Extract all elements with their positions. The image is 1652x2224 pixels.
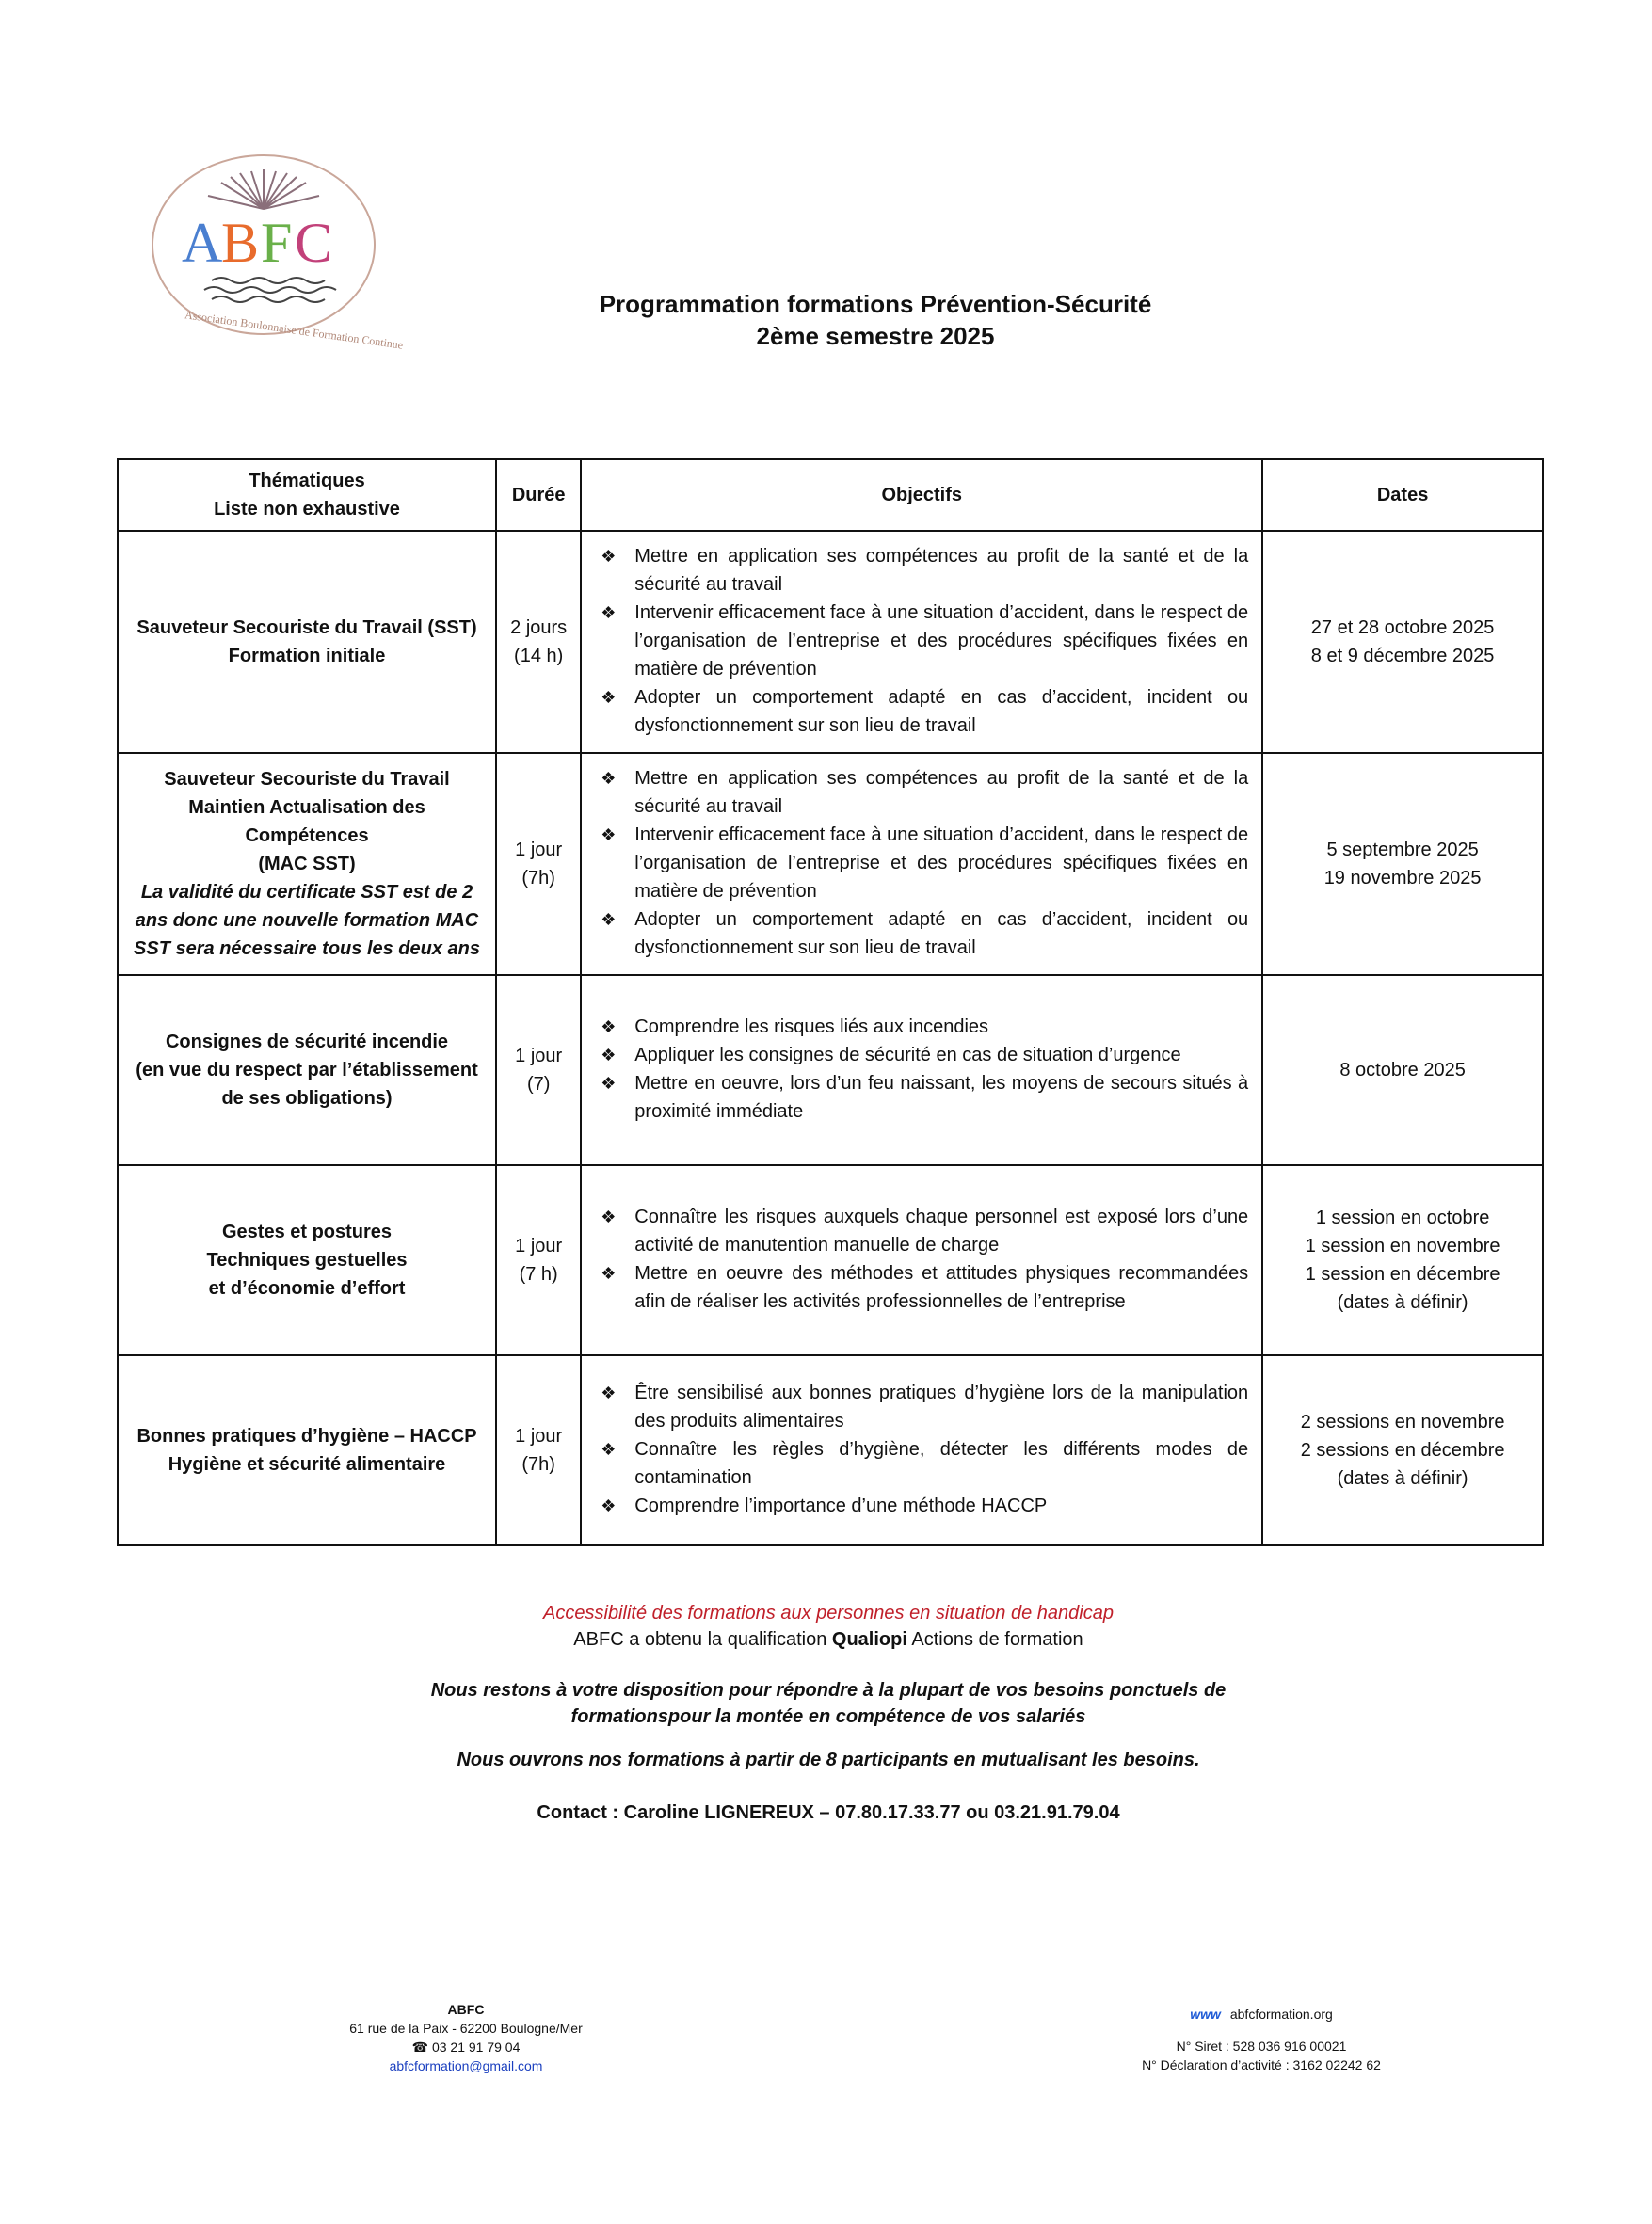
table-row — [118, 531, 1543, 753]
header-objectives: Objectifs — [581, 459, 1262, 531]
row-duration: 1 jour (7 h) — [496, 1165, 581, 1355]
header-dates: Dates — [1262, 459, 1543, 531]
footer-email-link[interactable]: abfcformation@gmail.com — [389, 2058, 543, 2073]
abfc-logo — [146, 151, 405, 352]
contact-line: Contact : Caroline LIGNEREUX – 07.80.17.33.77 ou 03.21.91.79.04 — [537, 1802, 1120, 1823]
diamond-bullet-icon: ❖ — [601, 825, 617, 844]
row-objectives — [581, 531, 1262, 753]
availability-note: Nous restons à votre disposition pour répondre à la plupart de vos besoins ponctuels de formationspour la montée en compétence de vos salariés — [430, 1680, 1227, 1727]
table-header-row — [118, 459, 1543, 531]
row-objectives — [581, 975, 1262, 1165]
diamond-bullet-icon: ❖ — [601, 1208, 617, 1226]
list-item: ❖ Intervenir efficacement face à une situation d’accident, dans le respect de l’organisation de l’entreprise et des procédures spécifiques fixées en matière de prévention — [595, 821, 1248, 905]
page-title — [452, 288, 1299, 352]
diamond-bullet-icon: ❖ — [601, 1046, 617, 1064]
row-duration: 1 jour (7h) — [496, 753, 581, 975]
list-item: ❖ Comprendre les risques liés aux incendies — [595, 1013, 1248, 1041]
list-item: ❖ Appliquer les consignes de sécurité en cas de situation d’urgence — [595, 1041, 1248, 1069]
diamond-bullet-icon: ❖ — [601, 769, 617, 788]
theme-note: La validité du certificate SST est de 2 ans donc une nouvelle formation MAC SST sera nécessaire tous les deux ans — [134, 882, 480, 959]
diamond-bullet-icon: ❖ — [601, 603, 617, 622]
row-objectives — [581, 753, 1262, 975]
row-dates: 1 session en octobre 1 session en novembre 1 session en décembre (dates à définir) — [1262, 1165, 1543, 1355]
list-item: ❖ Intervenir efficacement face à une situation d’accident, dans le respect de l’organisation de l’entreprise et des procédures spécifiques fixées en matière de prévention — [595, 599, 1248, 683]
row-theme: Sauveteur Secouriste du Travail Maintien Actualisation des Compétences (MAC SST) La validité du certificate SST est de 2 ans donc une nouvelle formation MAC SST sera nécessaire tous les deux ans — [118, 753, 496, 975]
list-item: ❖ Adopter un comportement adapté en cas d’accident, incident ou dysfonctionnement sur son lieu de travail — [595, 683, 1248, 740]
diamond-bullet-icon: ❖ — [601, 1074, 617, 1093]
row-objectives — [581, 1355, 1262, 1545]
table-row — [118, 753, 1543, 975]
list-item: ❖ Être sensibilisé aux bonnes pratiques d’hygiène lors de la manipulation des produits alimentaires — [595, 1379, 1248, 1435]
row-theme: Bonnes pratiques d’hygiène – HACCP Hygiène et sécurité alimentaire — [118, 1355, 496, 1545]
list-item: ❖ Adopter un comportement adapté en cas d’accident, incident ou dysfonctionnement sur son lieu de travail — [595, 905, 1248, 962]
qualiopi-note: ABFC a obtenu la qualification Qualiopi Actions de formation — [573, 1629, 1083, 1650]
svg-text:F: F — [261, 212, 293, 274]
row-theme: Sauveteur Secouriste du Travail (SST) Formation initiale — [118, 531, 496, 753]
list-item: ❖ Mettre en oeuvre des méthodes et attitudes physiques recommandées afin de réaliser les activités professionnelles de l’entreprise — [595, 1259, 1248, 1316]
svg-text:B: B — [221, 212, 260, 274]
svg-text:C: C — [295, 212, 333, 274]
accessibility-note: Accessibilité des formations aux personnes en situation de handicap — [543, 1603, 1114, 1624]
table-row — [118, 1165, 1543, 1355]
row-objectives — [581, 1165, 1262, 1355]
www-icon: www — [1190, 2007, 1221, 2022]
header-themes: Thématiques Liste non exhaustive — [118, 459, 496, 531]
diamond-bullet-icon: ❖ — [601, 1440, 617, 1459]
row-dates: 2 sessions en novembre 2 sessions en décembre (dates à définir) — [1262, 1355, 1543, 1545]
list-item: ❖ Connaître les risques auxquels chaque personnel est exposé lors d’une activité de manutention manuelle de charge — [595, 1203, 1248, 1259]
list-item: ❖ Comprendre l’importance d’une méthode HACCP — [595, 1492, 1248, 1520]
accessibility-block — [358, 1600, 1299, 1653]
svg-text:Association Boulonnaise de For: Association Boulonnaise de Formation Continue — [184, 308, 405, 352]
table-row — [118, 975, 1543, 1165]
footer-org-name: ABFC — [447, 2002, 485, 2017]
row-theme: Gestes et postures Techniques gestuelles et d’économie d’effort — [118, 1165, 496, 1355]
row-dates: 8 octobre 2025 — [1262, 975, 1543, 1165]
row-duration: 1 jour (7) — [496, 975, 581, 1165]
list-item: ❖ Mettre en application ses compétences au profit de la santé et de la sécurité au travail — [595, 542, 1248, 599]
list-item: ❖ Mettre en application ses compétences au profit de la santé et de la sécurité au travail — [595, 764, 1248, 821]
training-table — [117, 458, 1544, 1546]
list-item: ❖ Mettre en oeuvre, lors d’un feu naissant, les moyens de secours situés à proximité immédiate — [595, 1069, 1248, 1126]
footer-street: 61 rue de la Paix - 62200 Boulogne/Mer — [349, 2021, 583, 2036]
title-line-1: Programmation formations Prévention-Sécurité — [599, 290, 1152, 318]
header-duration: Durée — [496, 459, 581, 531]
participants-note: Nous ouvrons nos formations à partir de 8 participants en mutualisant les besoins. — [457, 1750, 1200, 1770]
row-theme: Consignes de sécurité incendie (en vue du respect par l’établissement de ses obligations) — [118, 975, 496, 1165]
footer-siret: N° Siret : 528 036 916 00021 — [1176, 2039, 1347, 2054]
diamond-bullet-icon: ❖ — [601, 1384, 617, 1402]
diamond-bullet-icon: ❖ — [601, 688, 617, 707]
diamond-bullet-icon: ❖ — [601, 1017, 617, 1036]
diamond-bullet-icon: ❖ — [601, 1496, 617, 1515]
diamond-bullet-icon: ❖ — [601, 547, 617, 566]
row-duration: 2 jours (14 h) — [496, 531, 581, 753]
footer-declaration: N° Déclaration d’activité : 3162 02242 62 — [1142, 2057, 1381, 2072]
footer-website[interactable]: www abfcformation.org — [1190, 2007, 1333, 2022]
footer-address — [311, 2000, 621, 2075]
svg-text:A: A — [182, 212, 223, 274]
row-dates: 5 septembre 2025 19 novembre 2025 — [1262, 753, 1543, 975]
list-item: ❖ Connaître les règles d’hygiène, détecter les différents modes de contamination — [595, 1435, 1248, 1492]
row-dates: 27 et 28 octobre 2025 8 et 9 décembre 2025 — [1262, 531, 1543, 753]
footer-legal — [1101, 2005, 1421, 2074]
diamond-bullet-icon: ❖ — [601, 1264, 617, 1283]
table-row — [118, 1355, 1543, 1545]
title-line-2: 2ème semestre 2025 — [756, 322, 995, 350]
diamond-bullet-icon: ❖ — [601, 910, 617, 929]
footer-phone: ☎ 03 21 91 79 04 — [411, 2040, 521, 2055]
row-duration: 1 jour (7h) — [496, 1355, 581, 1545]
